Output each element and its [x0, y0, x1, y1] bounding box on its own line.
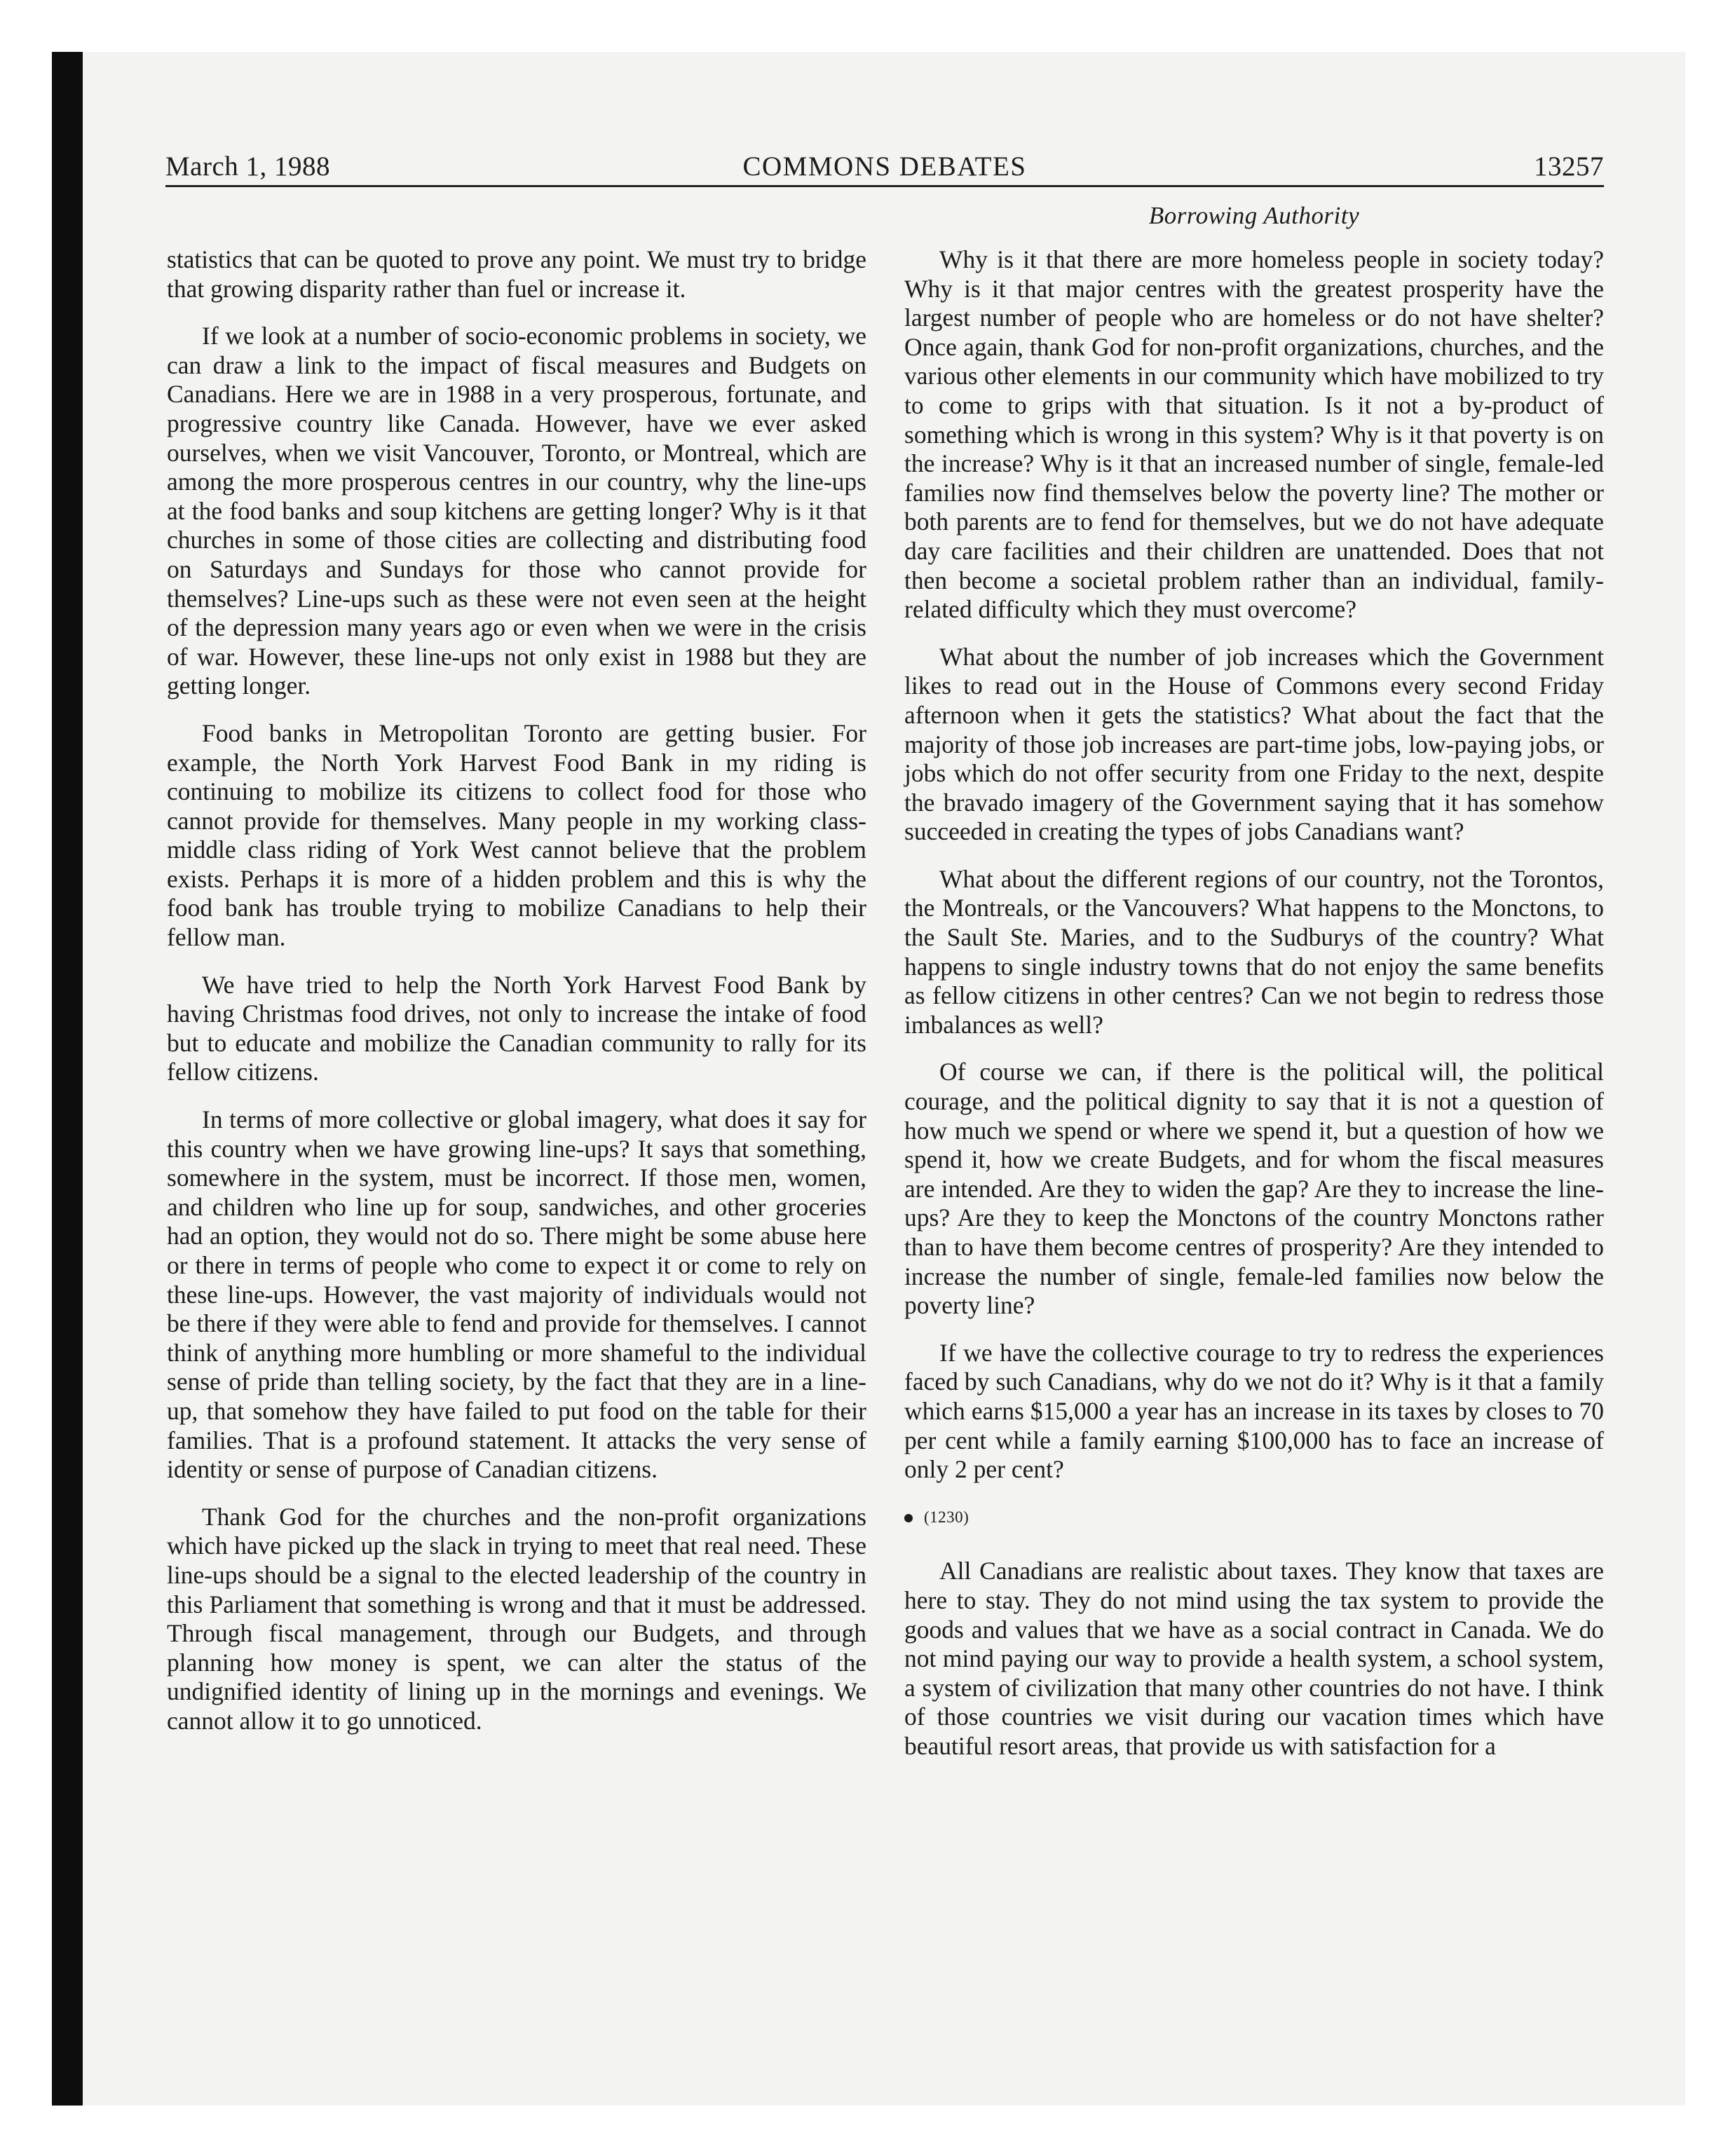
paragraph: What about the different regions of our country, not the Torontos, the Montreals, or the Vancouvers? What happens to the Monctons, to the Sault Ste. Maries, and to the Sudburys of the country? What happens to single industry towns that do not enjoy the same benefits as fellow citizens in other centres? Can we not begin to redress those imbalances as well?	[904, 864, 1604, 1039]
paragraph: Why is it that there are more homeless people in society today? Why is it that major centres with the greatest prosperity have the largest number of people who are homeless or do not have shelter? Once again, thank God for non-profit organizations, churches, and the various other elements in our community which have mobilized to try to come to grips with that situation. Is it not a by-product of something which is wrong in this system? Why is it that poverty is on the increase? Why is it that an increased number of single, female-led families now find themselves below the poverty line? The mother or both parents are to fend for themselves, but we do not have adequate day care facilities and their children are unattended. Does that not then become a societal problem rather than an individual, family-related difficulty which they must overcome?	[904, 245, 1604, 624]
right-column	[904, 245, 1604, 1780]
paragraph: statistics that can be quoted to prove any point. We must try to bridge that growing disparity rather than fuel or increase it.	[167, 245, 866, 303]
paragraph: If we look at a number of socio-economic problems in society, we can draw a link to the impact of fiscal measures and Budgets on Canadians. Here we are in 1988 in a very prosperous, fortunate, and progressive country like Canada. However, have we ever asked ourselves, when we visit Vancouver, Toronto, or Montreal, which are among the more prosperous centres in our country, why the line-ups at the food banks and soup kitchens are getting longer? Why is it that churches in some of those cities are collecting and distributing food on Saturdays and Sundays for those who cannot provide for themselves? Line-ups such as these were not even seen at the height of the depression many years ago or even when we were in the crisis of war. However, these line-ups not only exist in 1988 but they are getting longer.	[167, 322, 866, 700]
page-header	[165, 146, 1604, 187]
header-publication-title: COMMONS DEBATES	[742, 151, 1027, 182]
header-date: March 1, 1988	[165, 151, 331, 182]
time-marker	[904, 1503, 1604, 1532]
left-column	[167, 245, 866, 1754]
paragraph: Food banks in Metropolitan Toronto are getting busier. For example, the North York Harvest Food Bank in my riding is continuing to mobilize its citizens to collect food for those who cannot provide for themselves. Many people in my working class-middle class riding of York West cannot believe that the problem exists. Perhaps it is more of a hidden problem and this is why the food bank has trouble trying to mobilize Canadians to help their fellow man.	[167, 718, 866, 952]
header-page-number: 13257	[1534, 151, 1604, 182]
bullet-icon	[904, 1514, 913, 1522]
paragraph: All Canadians are realistic about taxes. They know that taxes are here to stay. They do not mind using the tax system to provide the goods and values that we have as a social contract in Canada. We do not mind paying our way to provide a health system, a school system, a system of civilization that many other countries do not have. I think of those countries we visit during our vacation times which have beautiful resort areas, that provide us with satisfaction for a	[904, 1557, 1604, 1760]
paragraph: Thank God for the churches and the non-profit organizations which have picked up the slack in trying to meet that real need. These line-ups should be a signal to the elected leadership of the country in this Parliament that something is wrong and that it must be addressed. Through fiscal management, through our Budgets, and through planning how money is spent, we can alter the status of the undignified identity of lining up in the mornings and evenings. We cannot allow it to go unnoticed.	[167, 1502, 866, 1735]
paragraph: We have tried to help the North York Harvest Food Bank by having Christmas food drives, not only to increase the intake of food but to educate and mobilize the Canadian community to rally for its fellow citizens.	[167, 970, 866, 1086]
paragraph: What about the number of job increases which the Government likes to read out in the House of Commons every second Friday afternoon when it gets the statistics? What about the fact that the majority of those job increases are part-time jobs, low-paying jobs, or jobs which do not offer security from one Friday to the next, despite the bravado imagery of the Government saying that it has somehow succeeded in creating the types of jobs Canadians want?	[904, 642, 1604, 846]
paragraph: Of course we can, if there is the political will, the political courage, and the political dignity to say that it is not a question of how much we spend or where we spend it, but a question of how we spend it, how we create Budgets, and for whom the fiscal measures are intended. Are they to widen the gap? Are they to increase the line-ups? Are they to keep the Monctons of the country Monctons rather than to have them become centres of prosperity? Are they intended to increase the number of single, female-led families now below the poverty line?	[904, 1058, 1604, 1320]
running-head: Borrowing Authority	[1148, 202, 1360, 229]
page-binding-edge	[52, 52, 83, 2106]
time-marker-label: (1230)	[924, 1508, 969, 1526]
paragraph: If we have the collective courage to try to redress the experiences faced by such Canadians, why do we not do it? Why is it that a family which earns $15,000 a year has an increase in its taxes by closes to 70 per cent while a family earning $100,000 has to face an increase of only 2 per cent?	[904, 1338, 1604, 1484]
paragraph: In terms of more collective or global imagery, what does it say for this country when we have growing line-ups? It says that something, somewhere in the system, must be incorrect. If those men, women, and children who line up for soup, sandwiches, and other groceries had an option, they would not do so. There might be some abuse here or there in terms of people who come to expect it or come to rely on these line-ups. However, the vast majority of individuals would not be there if they were able to fend and provide for themselves. I cannot think of anything more humbling or more shameful to the individual sense of pride than telling society, by the fact that they are in a line-up, that somehow they have failed to put food on the table for their families. That is a profound statement. It attacks the very sense of identity or sense of purpose of Canadian citizens.	[167, 1105, 866, 1484]
